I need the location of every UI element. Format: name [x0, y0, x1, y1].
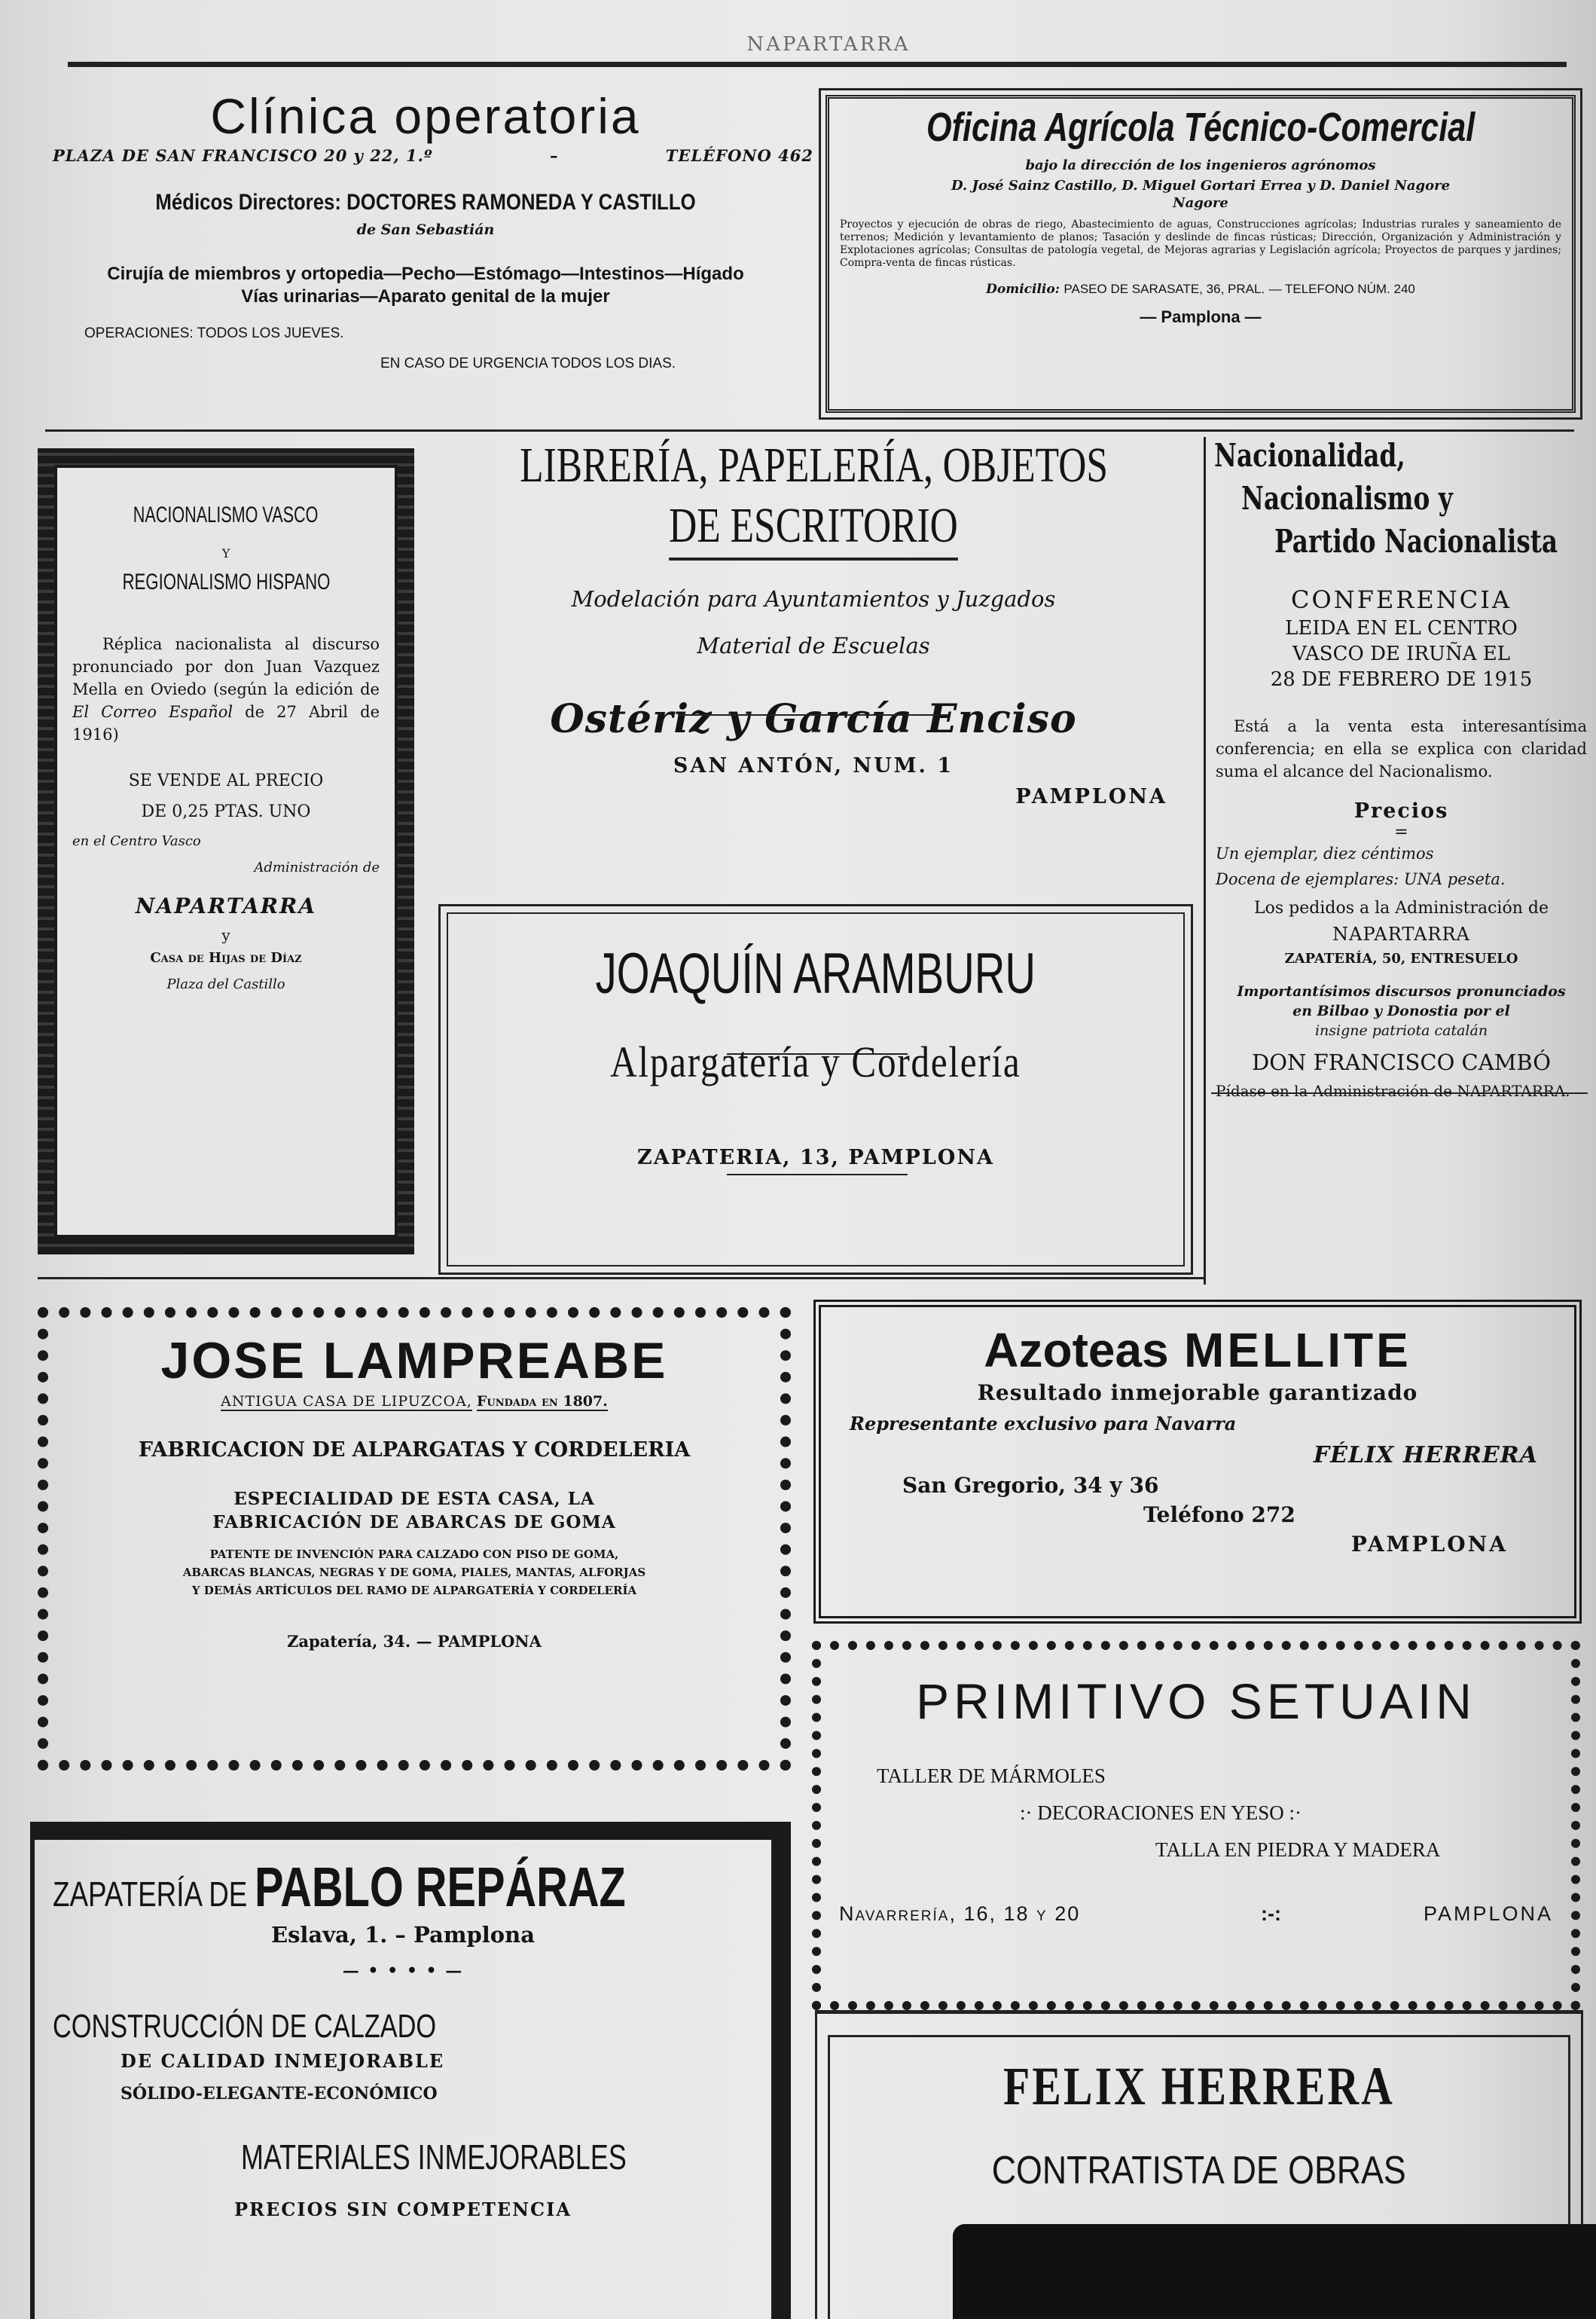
conferencia-heading: CONFERENCIA: [1291, 585, 1512, 614]
lampreabe-fab: FABRICACION DE ALPARGATAS Y CORDELERIA: [138, 1438, 691, 1462]
conferencia-precios: Precios: [1353, 799, 1449, 823]
clinica-title: Clínica operatoria: [210, 88, 641, 144]
oficina-domicilio: PASEO DE SARASATE, 36, PRAL.: [1063, 282, 1265, 296]
herrera-ad: [815, 2010, 1583, 2319]
oficina-engineers: D. José Sainz Castillo, D. Miguel Gortari Errea y D. Daniel Nagore: [951, 178, 1451, 194]
nacionalismo-y: Y: [221, 546, 230, 561]
conferencia-cambo: DON FRANCISCO CAMBÓ: [1251, 1050, 1552, 1075]
lampreabe-sub-a: ANTIGUA CASA DE LIPUZCOA,: [221, 1393, 472, 1410]
nacionalismo-title-1: NACIONALISMO VASCO: [133, 503, 319, 527]
top-rule: [68, 62, 1567, 67]
conferencia-ad: [1211, 437, 1591, 1288]
clinica-directors: Médicos Directores: DOCTORES RAMONEDA Y CASTILLO: [155, 190, 696, 215]
conferencia-zapateria: ZAPATERÍA, 50, ENTRESUELO: [1284, 951, 1518, 967]
aramburu-ad: [438, 904, 1193, 1275]
conferencia-rule: [1211, 1092, 1588, 1094]
aramburu-trade: Alpargatería y Cordelería: [610, 1037, 1021, 1086]
libreria-ad: [437, 437, 1190, 897]
oficina-subtitle: bajo la dirección de los ingenieros agrónomos: [1025, 157, 1376, 173]
reparaz-sol: SÓLIDO-ELEGANTE-ECONÓMICO: [121, 2084, 438, 2104]
libreria-city: PAMPLONA: [1015, 785, 1167, 808]
setuain-line-2: :· DECORACIONES EN YESO :·: [1020, 1801, 1302, 1824]
conferencia-title-1: Nacionalidad,: [1214, 437, 1405, 474]
reparaz-cons: CONSTRUCCIÓN DE CALZADO: [53, 2008, 437, 2045]
lampreabe-small-3: Y DEMÁS ARTÍCULOS DEL RAMO DE ALPARGATERÍA Y CORDELERÍA: [191, 1584, 637, 1597]
aramburu-name: JOAQUÍN ARAMBURU: [595, 942, 1036, 1006]
oficina-domicilio-row: [840, 282, 1561, 297]
nacionalismo-title-2: REGIONALISMO HISPANO: [122, 570, 330, 594]
nacionalismo-napartarra: NAPARTARRA: [135, 894, 317, 918]
conferencia-price-2: Docena de ejemplares: UNA peseta.: [1216, 870, 1506, 888]
clinica-city: de San Sebastián: [356, 222, 495, 238]
conferencia-pidase: Pídase en la Administración de NAPARTARRA.: [1216, 1082, 1570, 1100]
lampreabe-address: Zapatería, 34. — PAMPLONA: [287, 1632, 542, 1651]
libreria-owners: Ostériz y García Enciso: [550, 696, 1077, 742]
nacionalismo-ad: [54, 465, 398, 1238]
lampreabe-name: JOSE LAMPREABE: [160, 1332, 668, 1389]
lampreabe-ad: [38, 1307, 791, 1771]
reparaz-dots: — • • • • —: [342, 1961, 464, 1981]
oficina-engineers-2: Nagore: [1173, 195, 1228, 211]
conferencia-title-3: Partido Nacionalista: [1274, 523, 1558, 560]
nacionalismo-price-1: SE VENDE AL PRECIO: [128, 771, 324, 790]
conferencia-leida-1: LEIDA EN EL CENTRO: [1285, 617, 1518, 640]
azoteas-title-b: MELLITE: [1184, 1323, 1411, 1377]
setuain-line-1: TALLER DE MÁRMOLES: [877, 1764, 1106, 1787]
lampreabe-small-2: ABARCAS BLANCAS, NEGRAS Y DE GOMA, PIALES, MANTAS, ALFORJAS: [182, 1566, 646, 1579]
oficina-domicilio-label: Domicilio:: [986, 282, 1060, 297]
azoteas-title: [842, 1322, 1553, 1379]
nacionalismo-y2: y: [221, 926, 230, 944]
setuain-city: PAMPLONA: [1423, 1902, 1553, 1925]
conferencia-discursos-2: en Bilbao y Donostia por el: [1292, 1003, 1510, 1019]
libreria-title-1: LIBRERÍA, PAPELERÍA, OBJETOS: [520, 438, 1109, 493]
rule-row2: [38, 1277, 1204, 1279]
reparaz-cal: DE CALIDAD INMEJORABLE: [121, 2050, 445, 2072]
oficina-title: Oficina Agrícola Técnico-Comercial: [926, 105, 1475, 150]
nacionalismo-frame: [38, 448, 414, 1254]
clinica-dash: –: [550, 146, 558, 165]
nacionalismo-loc-2: Administración de: [254, 860, 380, 875]
azoteas-name: FÉLIX HERRERA: [1313, 1442, 1538, 1468]
conferencia-eq: =: [1394, 823, 1408, 842]
oficina-ad: [825, 95, 1576, 413]
nacionalismo-body-b: de 27 Abril de 1916): [72, 703, 380, 744]
aramburu-inner: [447, 912, 1185, 1266]
conferencia-title-2: Nacionalismo y: [1241, 480, 1453, 517]
azoteas-resultado: Resultado inmejorable garantizado: [977, 1380, 1418, 1405]
nacionalismo-loc-1: en el Centro Vasco: [72, 833, 201, 849]
lampreabe-esp-2: FABRICACIÓN DE ABARCAS DE GOMA: [212, 1512, 616, 1532]
herrera-inner: [828, 2035, 1570, 2319]
azoteas-phone: Teléfono 272: [1143, 1502, 1295, 1527]
azoteas-street: San Gregorio, 34 y 36: [902, 1473, 1159, 1498]
libreria-rule: [678, 714, 949, 716]
nacionalismo-casa: Casa de Hijas de Díaz: [150, 950, 302, 966]
reparaz-mat: MATERIALES INMEJORABLES: [241, 2137, 627, 2177]
conferencia-body: Está a la venta esta interesantísima conferencia; en ella se explica con claridad suma el alcance del Nacionalismo.: [1216, 717, 1587, 781]
oficina-body: Proyectos y ejecución de obras de riego, Abastecimiento de aguas, Construcciones agrícolas; Industrias rurales y saneamiento de terrenos; Medición y levantamiento de planos; Tasación y deslinde de fincas rústicas; Dirección, Organización y Administración y Explotaciones agrícolas; Consultas de patología vegetal, de Mejoras agrarias y Legislación agrícola; Proyectos de parques y jardines; Compra-venta de fincas rústicas.: [840, 218, 1561, 269]
nacionalismo-plaza: Plaza del Castillo: [166, 976, 285, 992]
oficina-phone: — TELEFONO NÚM. 240: [1268, 282, 1415, 296]
clinica-specialties-2: Vías urinarias—Aparato genital de la mujer: [241, 286, 610, 307]
conferencia-price-1: Un ejemplar, diez céntimos: [1216, 845, 1434, 863]
herrera-trade: CONTRATISTA DE OBRAS: [992, 2149, 1406, 2192]
libreria-title-2: DE ESCRITORIO: [437, 497, 1190, 561]
aramburu-rule-2: [727, 1174, 908, 1175]
clinica-operations: OPERACIONES: TODOS LOS JUEVES.: [84, 325, 344, 341]
azoteas-city: PAMPLONA: [1350, 1532, 1508, 1557]
libreria-address: SAN ANTÓN, NUM. 1: [673, 754, 954, 778]
libreria-line-1: Modelación para Ayuntamientos y Juzgados: [571, 586, 1056, 612]
setuain-address: Navarrería, 16, 18 y 20: [839, 1902, 1081, 1925]
azoteas-rep: Representante exclusivo para Navarra: [850, 1413, 1237, 1434]
conferencia-pedidos: Los pedidos a la Administración de: [1254, 899, 1549, 918]
oficina-city: — Pamplona —: [1140, 307, 1262, 326]
lampreabe-esp-1: ESPECIALIDAD DE ESTA CASA, LA: [233, 1489, 595, 1509]
reparaz-precios: PRECIOS SIN COMPETENCIA: [233, 2198, 572, 2220]
clinica-phone: TELÉFONO 462: [665, 146, 813, 165]
setuain-name: PRIMITIVO SETUAIN: [916, 1673, 1476, 1729]
reparaz-frame: [30, 1822, 791, 2319]
clinica-address-row: [38, 146, 813, 176]
conferencia-leida-3: 28 DE FEBRERO DE 1915: [1270, 668, 1533, 691]
conferencia-discursos-3: insigne patriota catalán: [1314, 1022, 1488, 1039]
setuain-address-row: [839, 1902, 1553, 1932]
reparaz-address: Eslava, 1. – Pamplona: [270, 1922, 536, 1948]
clinica-urgency: EN CASO DE URGENCIA TODOS LOS DIAS.: [380, 356, 676, 371]
rule-col3: [1204, 437, 1206, 1285]
aramburu-address: ZAPATERIA, 13, PAMPLONA: [637, 1146, 994, 1169]
reparaz-zap: ZAPATERÍA DE: [53, 1874, 248, 1914]
setuain-line-3: TALLA EN PIEDRA Y MADERA: [1155, 1838, 1441, 1861]
lampreabe-sub: [59, 1393, 770, 1410]
azoteas-title-a: Azoteas: [984, 1323, 1169, 1377]
conferencia-napartarra: NAPARTARRA: [1332, 924, 1470, 945]
azoteas-ad: [813, 1300, 1582, 1624]
nacionalismo-price-2: DE 0,25 PTAS. UNO: [141, 802, 311, 821]
masthead: NAPARTARRA: [746, 33, 911, 56]
nacionalismo-body: [72, 633, 380, 746]
conferencia-leida-2: VASCO DE IRUÑA EL: [1292, 643, 1510, 665]
conferencia-discursos-1: Importantísimos discursos pronunciados: [1237, 983, 1566, 1000]
herrera-name: FELIX HERRERA: [1002, 2056, 1396, 2116]
clinica-specialties-1: Cirujía de miembros y ortopedia—Pecho—Estómago—Intestinos—Hígado: [107, 264, 744, 284]
setuain-sep: :-:: [1261, 1902, 1281, 1925]
reparaz-head: [53, 1855, 753, 1919]
clinica-address: PLAZA DE SAN FRANCISCO 20 y 22, 1.º: [53, 146, 433, 165]
clinica-ad: [38, 83, 813, 426]
libreria-line-2: Material de Escuelas: [697, 633, 930, 658]
nacionalismo-body-a: Réplica nacionalista al discurso pronunciado por don Juan Vazquez Mella en Oviedo (según la edición de: [72, 635, 380, 698]
nacionalismo-body-it: El Correo Español: [72, 703, 233, 721]
lampreabe-sub-b: Fundada en 1807.: [476, 1393, 608, 1410]
reparaz-name: PABLO REPÁRAZ: [255, 1856, 626, 1918]
setuain-ad: [812, 1641, 1580, 2010]
lampreabe-small-1: PATENTE DE INVENCIÓN PARA CALZADO CON PISO DE GOMA,: [209, 1548, 619, 1561]
rule-row1: [45, 429, 1574, 432]
